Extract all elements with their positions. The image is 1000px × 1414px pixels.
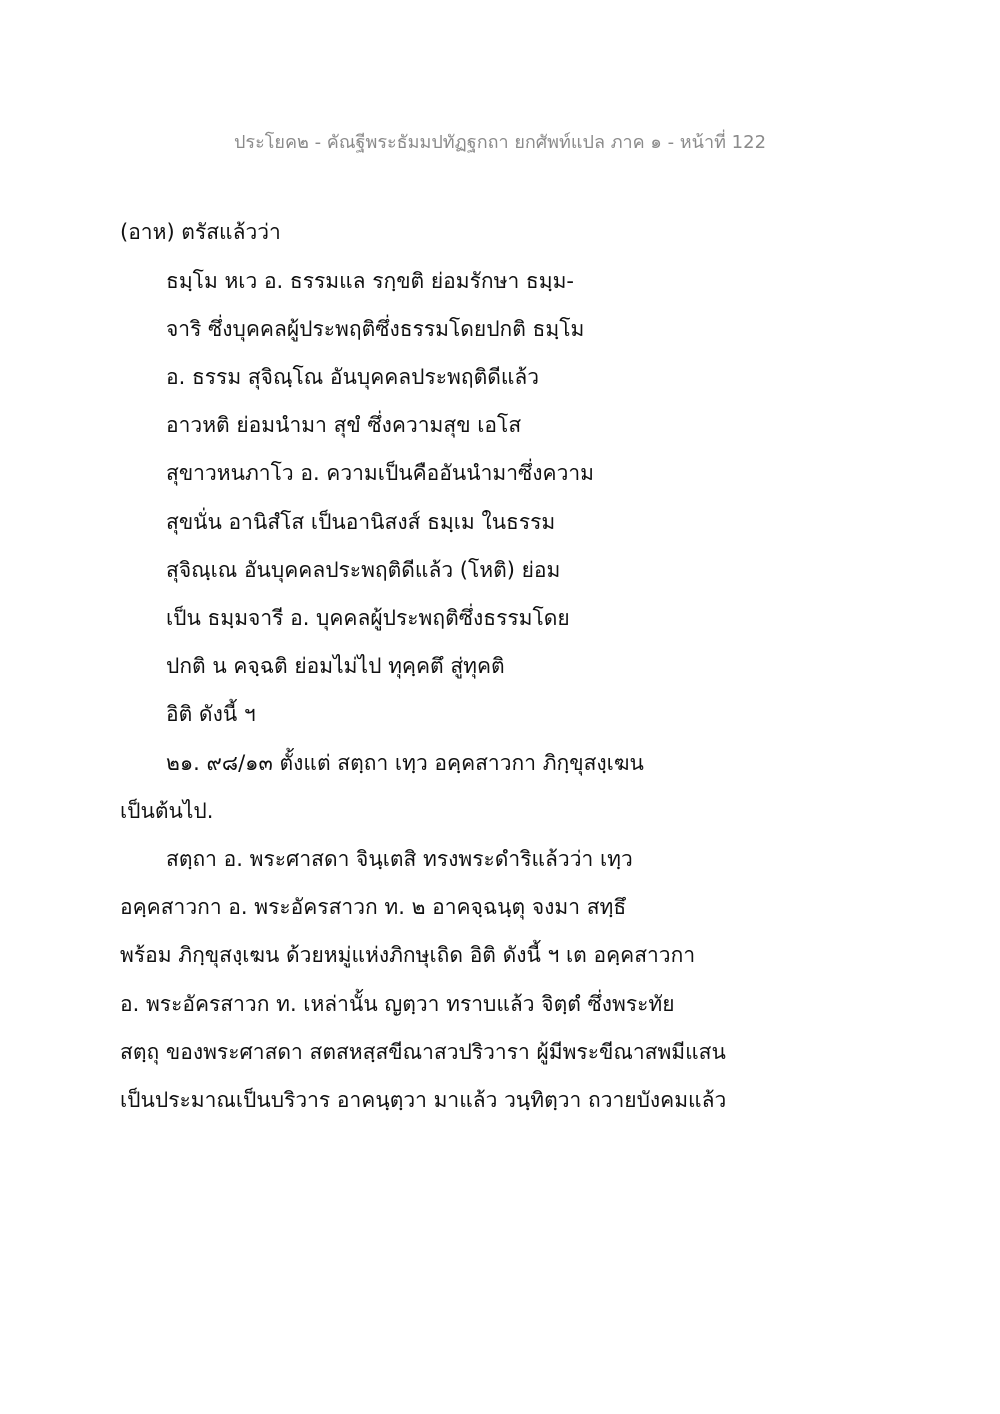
page-header: ประโยค๒ - คัณฐีพระธัมมปทัฏฐกถา ยกศัพท์แปล ภาค ๑ - หน้าที่ 122 — [233, 132, 767, 153]
text-line: เป็น ธมฺมจารี อ. บุคคลผู้ประพฤติซึ่งธรรมโดย — [166, 606, 570, 630]
text-line: สุขาวหนภาโว อ. ความเป็นคืออันนำมาซึ่งความ — [166, 461, 595, 485]
text-line: สตฺถา อ. พระศาสดา จินฺเตสิ ทรงพระดำริแล้วว่า เทฺว — [166, 847, 633, 871]
text-line: อิติ ดังนี้ ฯ — [166, 702, 256, 726]
text-line: จาริ ซึ่งบุคคลผู้ประพฤติซึ่งธรรมโดยปกติ ธมฺโม — [166, 317, 585, 341]
text-line: สุขนั่น อานิสํโส เป็นอานิสงส์ ธมฺเม ในธรรม — [166, 510, 556, 534]
text-line: สุจิณฺเณ อันบุคคลประพฤติดีแล้ว (โหติ) ย่อม — [166, 558, 561, 582]
text-line: ธมฺโม หเว อ. ธรรมแล รกฺขติ ย่อมรักษา ธมฺม- — [166, 269, 575, 293]
text-line: อ. พระอัครสาวก ท. เหล่านั้น ญตฺวา ทราบแล้ว จิตฺตํ ซึ่งพระทัย — [120, 992, 675, 1016]
text-line: เป็นต้นไป. — [120, 799, 214, 823]
text-line: พร้อม ภิกฺขุสงฺเฆน ด้วยหมู่แห่งภิกษุเถิด อิติ ดังนี้ ฯ เต อคฺคสาวกา — [120, 943, 696, 967]
text-line: ปกติ น คจฺฉติ ย่อมไม่ไป ทุคฺคตึ สู่ทุคติ — [166, 654, 505, 678]
text-line: อ. ธรรม สุจิณฺโณ อันบุคคลประพฤติดีแล้ว — [166, 365, 540, 389]
text-line: (อาห) ตรัสแล้วว่า — [120, 220, 281, 244]
text-line: อาวหติ ย่อมนำมา สุขํ ซึ่งความสุข เอโส — [166, 413, 522, 437]
text-line: อคฺคสาวกา อ. พระอัครสาวก ท. ๒ อาคจฺฉนฺตุ จงมา สทฺธึ — [120, 895, 627, 919]
text-line: สตฺถุ ของพระศาสดา สตสหสฺสขีณาสวปริวารา ผู้มีพระขีณาสพมีแสน — [120, 1040, 726, 1064]
text-line: ๒๑. ๙๘/๑๓ ตั้งแต่ สตฺถา เทฺว อคฺคสาวกา ภิกฺขุสงฺเฆน — [166, 751, 644, 775]
text-line: เป็นประมาณเป็นบริวาร อาคนฺตฺวา มาแล้ว วนฺทิตฺวา ถวายบังคมแล้ว — [120, 1088, 727, 1112]
